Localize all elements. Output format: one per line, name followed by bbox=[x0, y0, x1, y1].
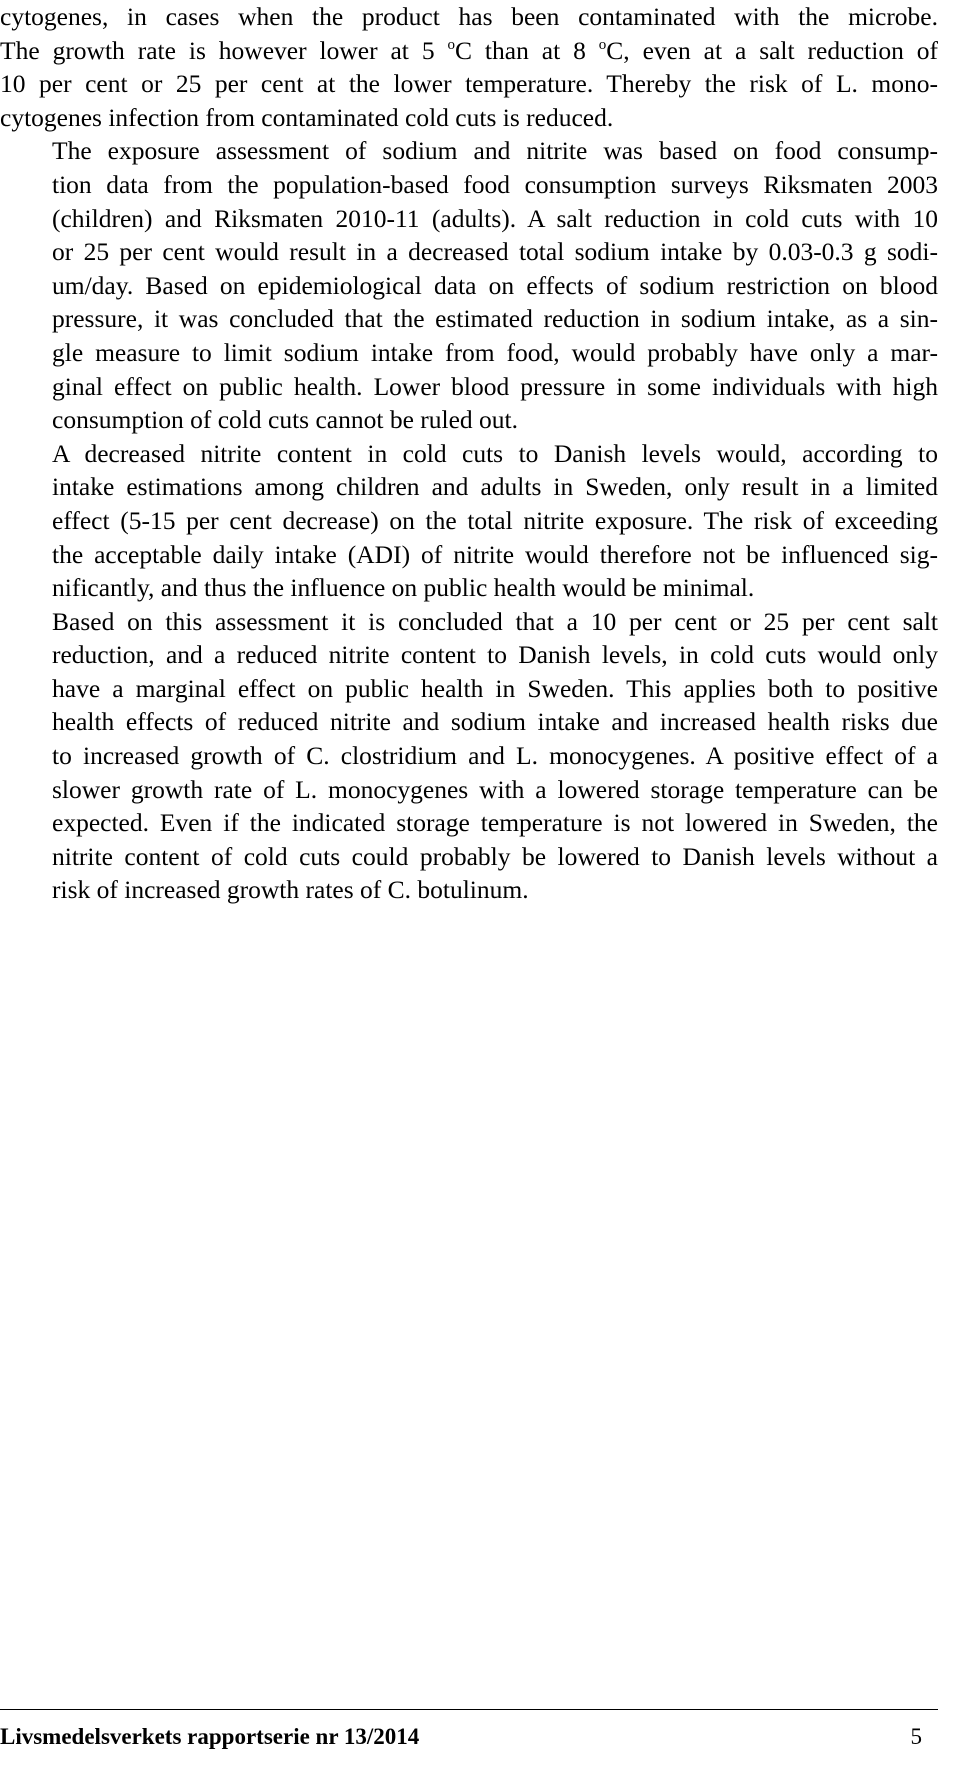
text-line: have a marginal effect on public health in Sweden. This applies both to positive bbox=[52, 673, 938, 703]
text-line-with-superscripts bbox=[0, 34, 938, 68]
page-footer bbox=[0, 1709, 938, 1753]
text-line: um/day. Based on epidemiological data on effects of sodium restriction on blood bbox=[52, 270, 938, 300]
text-line: A decreased nitrite content in cold cuts to Danish levels would, according to bbox=[52, 438, 938, 468]
degree-superscript: o bbox=[447, 36, 455, 53]
paragraph-conclusion bbox=[0, 605, 938, 907]
text-line: intake estimations among children and adults in Sweden, only result in a limited bbox=[52, 472, 938, 502]
paragraph-exposure-assessment bbox=[0, 134, 938, 436]
text-line: tion data from the population-based food consumption surveys Riksmaten 2003 bbox=[52, 169, 938, 199]
degree-superscript: o bbox=[598, 36, 607, 53]
text-line: cytogenes infection from contaminated cold cuts is reduced. bbox=[0, 102, 614, 132]
text-fragment: The growth rate is however lower at 5 bbox=[0, 35, 448, 65]
text-line: to increased growth of C. clostridium and L. monocygenes. A positive effect of a bbox=[52, 741, 938, 771]
text-fragment: C, even at a salt reduction of bbox=[606, 35, 938, 65]
text-line: risk of increased growth rates of C. botulinum. bbox=[52, 875, 529, 905]
text-line: Based on this assessment it is concluded that a 10 per cent or 25 per cent salt bbox=[52, 606, 938, 636]
text-fragment: C than at 8 bbox=[455, 35, 599, 65]
text-line: cytogenes, in cases when the product has been contaminated with the microbe. bbox=[0, 2, 938, 31]
text-line: (children) and Riksmaten 2010-11 (adults). A salt reduction in cold cuts with 10 bbox=[52, 203, 938, 233]
text-line: or 25 per cent would result in a decreased total sodium intake by 0.03-0.3 g sodi- bbox=[52, 237, 938, 267]
report-series-title: Livsmedelsverkets rapportserie nr 13/2014 bbox=[0, 1724, 420, 1749]
paragraph-nitrite-content bbox=[0, 437, 938, 605]
page-number: 5 bbox=[910, 1724, 922, 1749]
text-line: effect (5-15 per cent decrease) on the total nitrite exposure. The risk of exceeding bbox=[52, 505, 938, 535]
text-line: pressure, it was concluded that the estimated reduction in sodium intake, as a sin- bbox=[52, 304, 938, 334]
text-line: gle measure to limit sodium intake from food, would probably have only a mar- bbox=[52, 337, 938, 367]
text-line: nitrite content of cold cuts could probably be lowered to Danish levels without a bbox=[52, 841, 938, 871]
text-line: health effects of reduced nitrite and sodium intake and increased health risks due bbox=[52, 707, 938, 737]
text-line: The exposure assessment of sodium and nitrite was based on food consump- bbox=[52, 136, 938, 166]
text-line: reduction, and a reduced nitrite content to Danish levels, in cold cuts would only bbox=[52, 640, 938, 670]
text-line: slower growth rate of L. monocygenes with a lowered storage temperature can be bbox=[52, 774, 938, 804]
text-line: ginal effect on public health. Lower blood pressure in some individuals with high bbox=[52, 371, 938, 401]
text-line: nificantly, and thus the influence on public health would be minimal. bbox=[52, 573, 755, 603]
text-line: expected. Even if the indicated storage temperature is not lowered in Sweden, the bbox=[52, 808, 938, 838]
paragraph-continuation bbox=[0, 0, 938, 134]
text-line: consumption of cold cuts cannot be ruled out. bbox=[52, 405, 518, 435]
text-line: 10 per cent or 25 per cent at the lower temperature. Thereby the risk of L. mono- bbox=[0, 69, 938, 99]
text-line: the acceptable daily intake (ADI) of nitrite would therefore not be influenced sig- bbox=[52, 539, 938, 569]
